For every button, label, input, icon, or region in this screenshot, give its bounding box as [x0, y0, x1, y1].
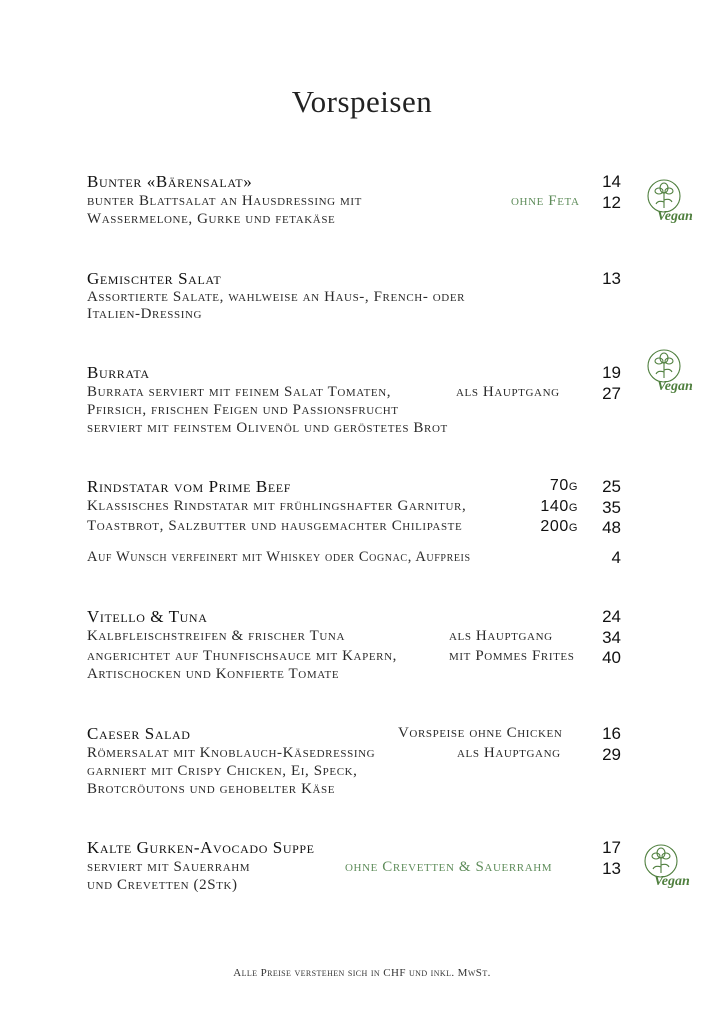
item-desc-line: Brotcröutons und gehobelter Käse: [87, 781, 336, 797]
item-name: Gemischter Salat: [87, 269, 222, 288]
item-desc-line: Römersalat mit Knoblauch-Käsedressing: [87, 745, 376, 761]
item-weight: 140g: [540, 498, 578, 515]
item-desc-line: garniert mit Crispy Chicken, Ei, Speck,: [87, 763, 358, 779]
vegan-label: Vegan: [654, 874, 690, 889]
item-option: ohne Feta: [511, 193, 580, 209]
item-desc-line: Wassermelone, Gurke und fetakäse: [87, 211, 336, 227]
item-desc-line: Artischocken und Konfierte Tomate: [87, 666, 340, 682]
item-price: 25: [602, 477, 621, 496]
item-price: 19: [602, 363, 621, 382]
item-price: 24: [602, 607, 621, 626]
item-price: 29: [602, 745, 621, 764]
item-option: als Hauptgang: [456, 384, 560, 400]
item-desc-line: Pfirsich, frischen Feigen und Passionsfrucht: [87, 402, 399, 418]
item-desc-line: angerichtet auf Thunfischsauce mit Kapern,: [87, 648, 397, 664]
item-option: mit Pommes Frites: [449, 648, 575, 664]
item-desc-line: und Crevetten (2Stk): [87, 877, 238, 893]
page-title: Vorspeisen: [291, 84, 433, 119]
vegan-flower-icon: [648, 350, 680, 382]
item-price: 13: [602, 859, 621, 878]
item-price: 40: [602, 648, 621, 667]
item-price: 12: [602, 193, 621, 212]
item-desc-line: Burrata serviert mit feinem Salat Tomaten,: [87, 384, 392, 400]
item-name: Burrata: [87, 363, 150, 382]
item-price: 27: [602, 384, 621, 403]
item-name: Kalte Gurken-Avocado Suppe: [87, 838, 315, 857]
item-desc-line: serviert mit Sauerrahm: [87, 859, 251, 875]
item-desc-line: Italien-Dressing: [87, 306, 203, 322]
vegan-flower-icon: [648, 180, 680, 212]
vegan-label: Vegan: [657, 379, 693, 394]
item-name: Caeser Salad: [87, 724, 191, 743]
item-price: 48: [602, 518, 621, 537]
item-desc-line: Toastbrot, Salzbutter und hausgemachter Chilipaste: [87, 518, 463, 534]
item-desc-line: Assortierte Salate, wahlweise an Haus-, French- oder: [87, 289, 466, 305]
vegan-label: Vegan: [657, 209, 693, 224]
item-desc-line: Kalbfleischstreifen & frischer Tuna: [87, 628, 345, 644]
item-price: 35: [602, 498, 621, 517]
item-name: Bunter «Bärensalat»: [87, 172, 253, 191]
item-price: 13: [602, 269, 621, 288]
item-price: 17: [602, 838, 621, 857]
item-desc-line: bunter Blattsalat an Hausdressing mit: [87, 193, 362, 209]
item-desc-line: Klassisches Rindstatar mit frühlingshafter Garnitur,: [87, 498, 467, 514]
vegan-badge: [641, 843, 699, 893]
item-extra-note: Auf Wunsch verfeinert mit Whiskey oder Cognac, Aufpreis: [87, 549, 471, 565]
item-name: Rindstatar vom Prime Beef: [87, 477, 291, 496]
item-option: als Hauptgang: [457, 745, 561, 761]
item-option: ohne Crevetten & Sauerrahm: [345, 859, 553, 875]
item-weight: 200g: [540, 518, 578, 535]
item-weight: 70g: [549, 477, 578, 494]
item-price: 34: [602, 628, 621, 647]
item-option: Vorspeise ohne Chicken: [398, 725, 563, 741]
item-price: 14: [602, 172, 621, 191]
vegan-flower-icon: [645, 845, 677, 877]
item-name: Vitello & Tuna: [87, 607, 208, 626]
item-option: als Hauptgang: [449, 628, 553, 644]
item-extra-price: 4: [611, 548, 621, 567]
vegan-badge: [644, 178, 702, 228]
item-desc-line: serviert mit feinstem Olivenöl und geröstetes Brot: [87, 420, 448, 436]
price-footer-note: Alle Preise verstehen sich in CHF und inkl. MwSt.: [233, 967, 491, 979]
vegan-badge: [644, 348, 702, 398]
item-price: 16: [602, 724, 621, 743]
